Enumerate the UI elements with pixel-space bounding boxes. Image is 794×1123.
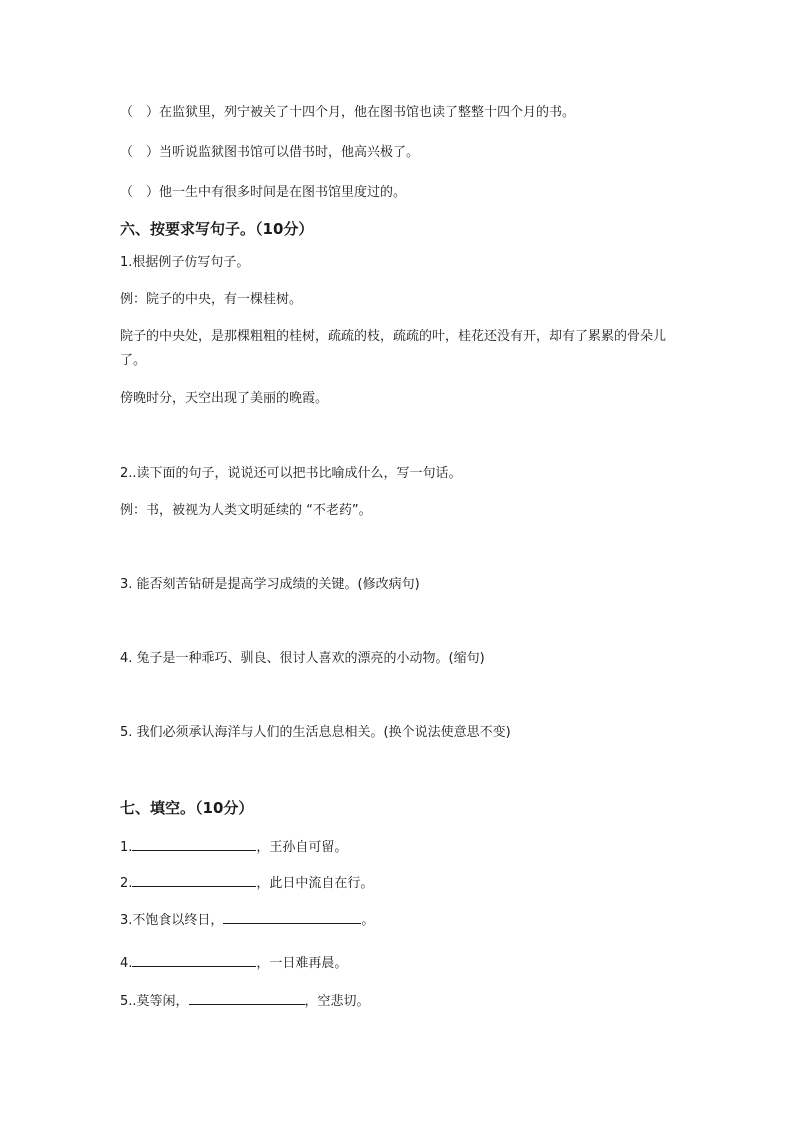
- question-prompt: 2..读下面的句子，说说还可以把书比喻成什么，写一句话。: [120, 466, 462, 481]
- question-prompt: 3. 能否刻苦钻研是提高学习成绩的关键。(修改病句): [120, 577, 420, 592]
- question-prompt: 1.根据例子仿写句子。: [120, 255, 250, 270]
- fill-blank-prefix: 4.: [120, 956, 133, 971]
- answer-blank[interactable]: [189, 990, 305, 1005]
- expanded-example: 院子的中央处，是那棵粗粗的桂树，疏疏的枝，疏疏的叶，桂花还没有开，却有了累累的骨朵儿了。: [120, 329, 667, 368]
- answer-blank[interactable]: [132, 952, 256, 967]
- fill-blank-suffix: ，一日难再晨。: [256, 956, 348, 971]
- fill-blank-suffix: 。: [361, 913, 375, 928]
- judgment-item: （ ）他一生中有很多时间是在图书馆里度过的。: [120, 185, 407, 200]
- fill-blank-suffix: ，此日中流自在行。: [256, 876, 374, 891]
- fill-blank-prefix: 5..莫等闲，: [120, 994, 189, 1009]
- fill-blank-prefix: 3.不饱食以终日，: [120, 913, 224, 928]
- section-heading: 六、按要求写句子。（10分）: [120, 220, 314, 238]
- fill-blank-item: [120, 836, 347, 859]
- fill-blank-prefix: 1.: [120, 840, 133, 855]
- fill-blank-item: [120, 872, 373, 895]
- example-sentence: 例：书，被视为人类文明延续的 “不老药”。: [120, 503, 372, 518]
- fill-blank-suffix: ，空悲切。: [304, 994, 370, 1009]
- answer-blank[interactable]: [132, 836, 256, 851]
- answer-blank[interactable]: [223, 909, 361, 924]
- question-prompt: 5. 我们必须承认海洋与人们的生活息息相关。(换个说法使意思不变): [120, 725, 511, 740]
- task-sentence: 傍晚时分，天空出现了美丽的晚霞。: [120, 391, 329, 406]
- fill-blank-item: [120, 952, 347, 975]
- question-prompt: 4. 兔子是一种乖巧、驯良、很讨人喜欢的漂亮的小动物。(缩句): [120, 651, 485, 666]
- section-heading: 七、填空。（10分）: [120, 799, 254, 817]
- fill-blank-suffix: ，王孙自可留。: [256, 840, 348, 855]
- example-sentence: 例：院子的中央，有一棵桂树。: [120, 292, 303, 307]
- judgment-item: （ ）在监狱里，列宁被关了十四个月，他在图书馆也读了整整十四个月的书。: [120, 105, 576, 120]
- fill-blank-item: [120, 990, 370, 1013]
- judgment-item: （ ）当听说监狱图书馆可以借书时，他高兴极了。: [120, 145, 420, 160]
- fill-blank-prefix: 2.: [120, 876, 133, 891]
- fill-blank-item: [120, 909, 374, 932]
- answer-blank[interactable]: [132, 872, 256, 887]
